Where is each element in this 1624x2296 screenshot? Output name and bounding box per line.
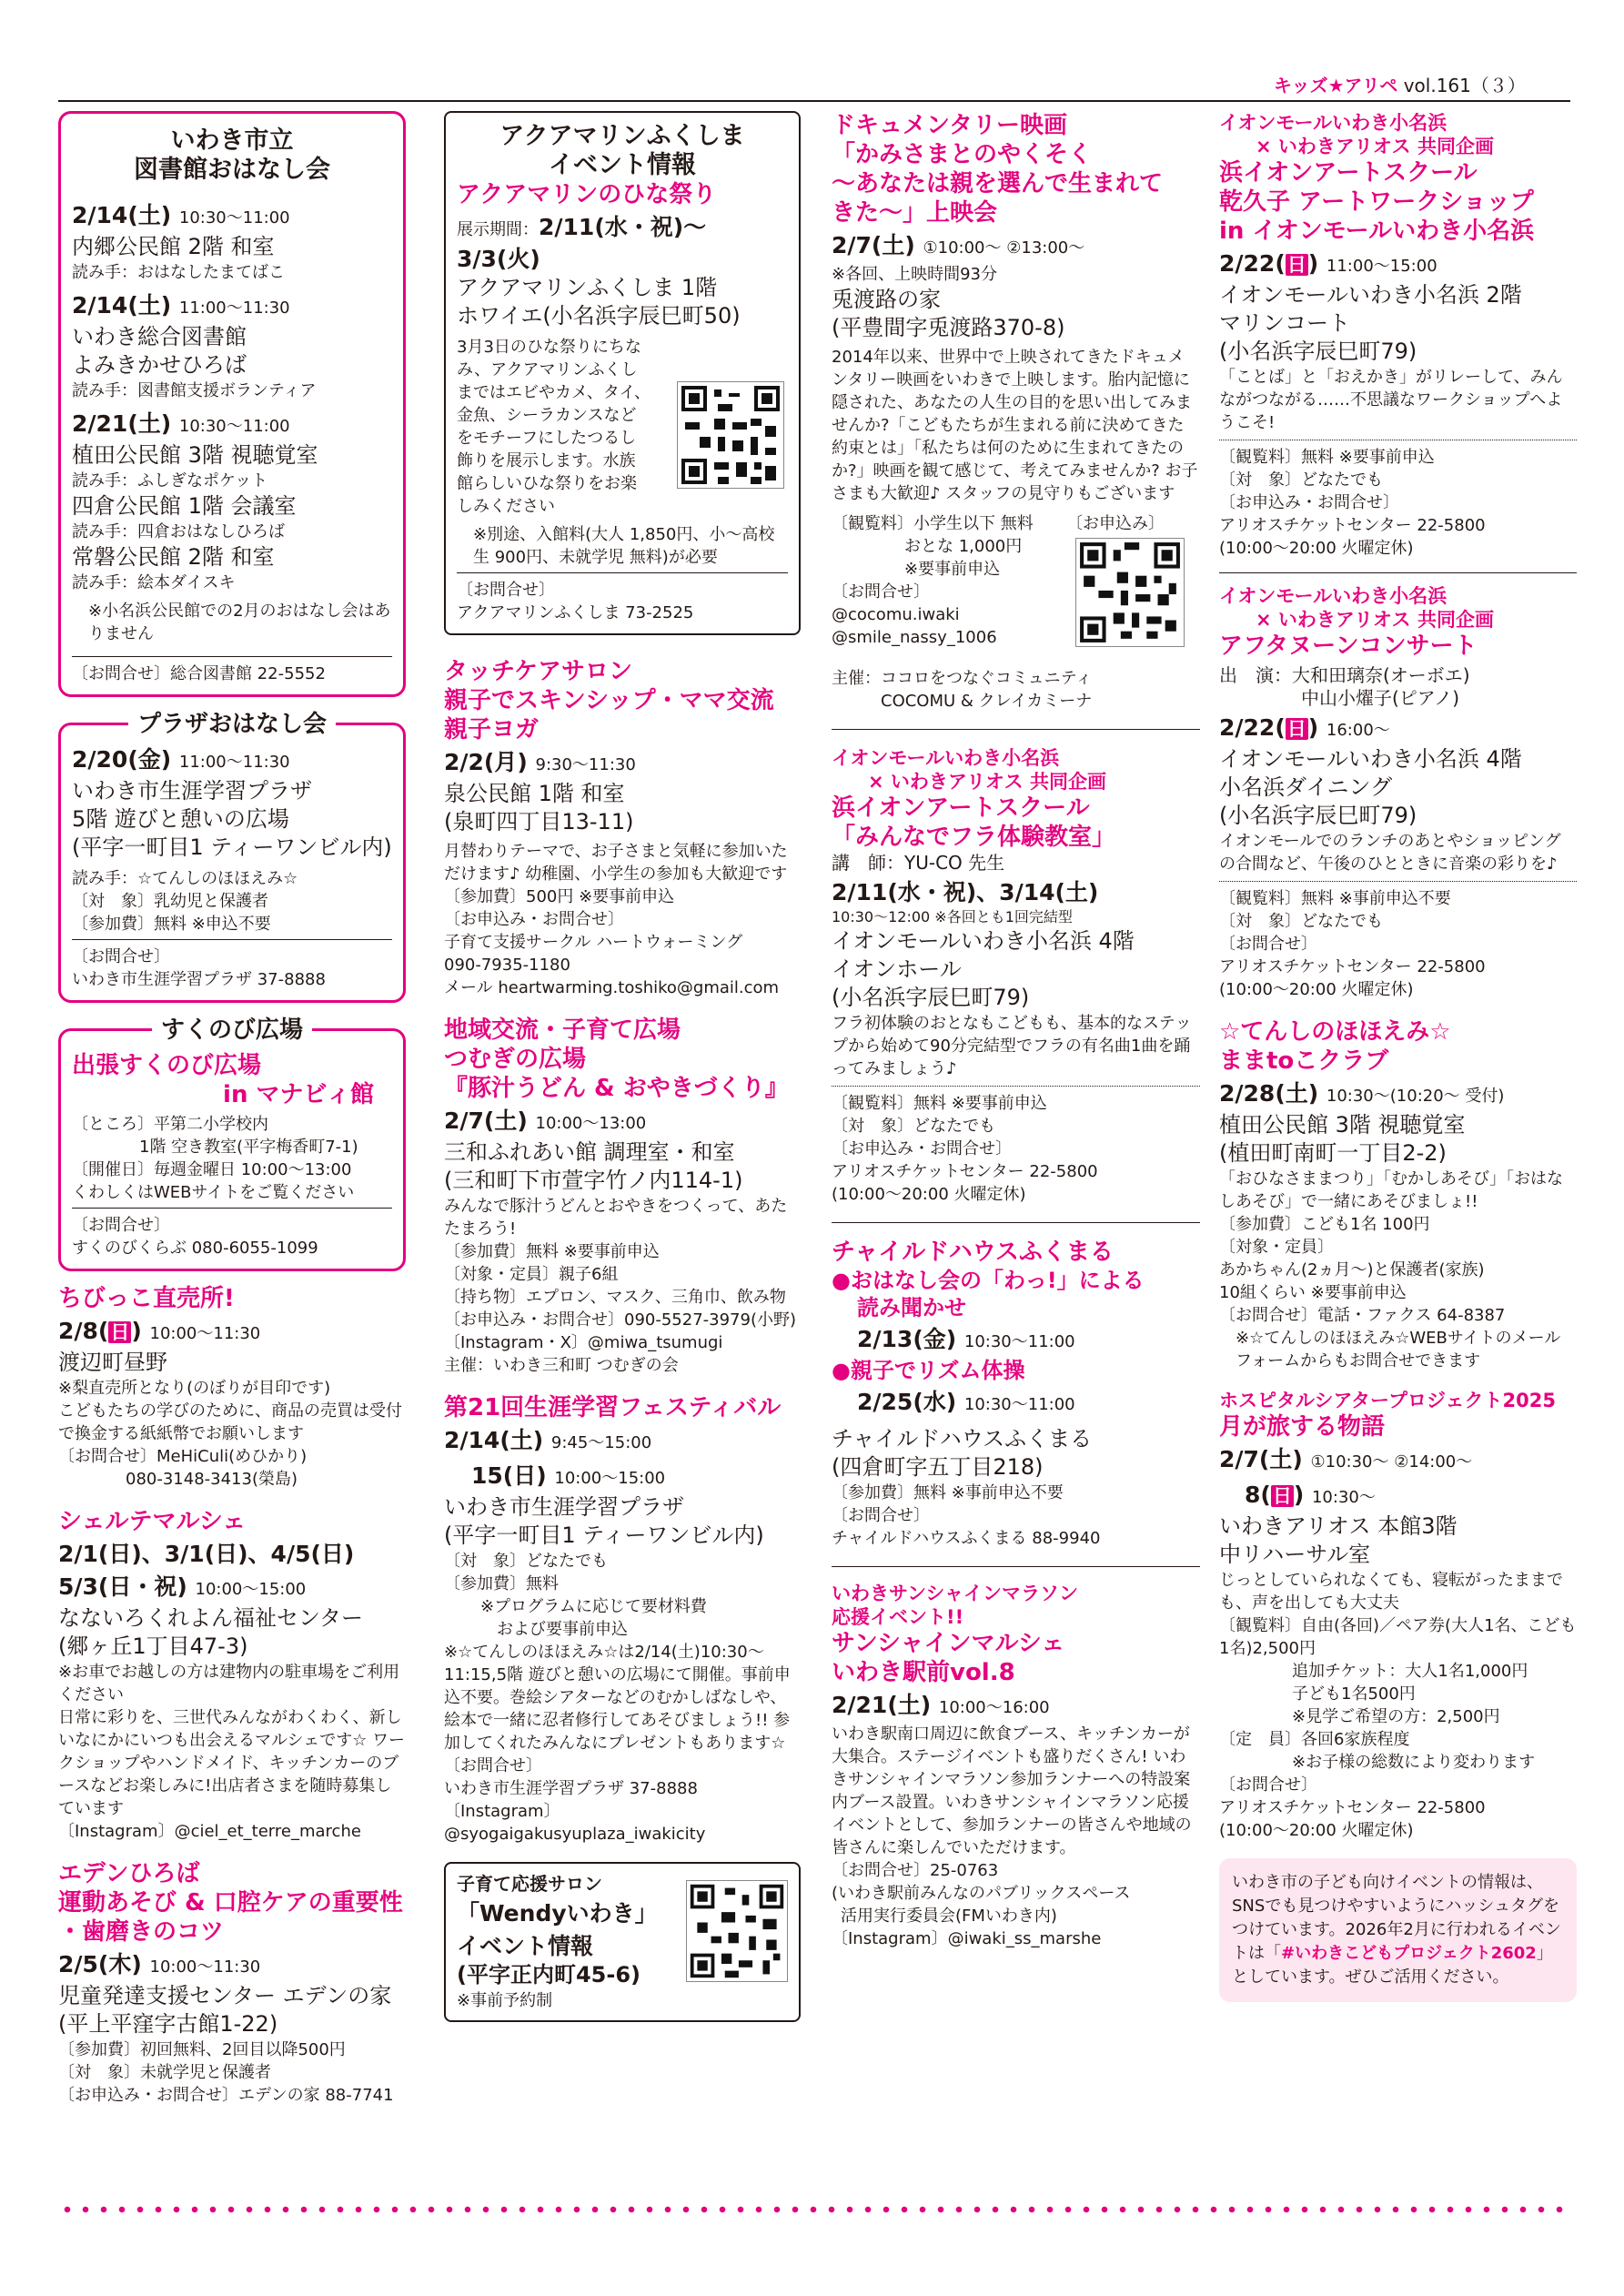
event-time: ①10:30～ ②14:00～	[1310, 1452, 1473, 1472]
event-time: 11:00～11:30	[178, 753, 290, 772]
sunshine-kicker: 応援イベント!!	[832, 1606, 964, 1628]
event-time: 10:00～11:30	[149, 1957, 261, 1977]
column-4	[1219, 111, 1577, 2002]
event-date: 2/11(水・祝)、3/14(土)	[832, 879, 1099, 905]
footer-dotted-border	[58, 2206, 1570, 2213]
tsumugi-title: 『豚汁うどん & おやきづくり』	[444, 1075, 789, 1102]
capacity-note: ※お子様の総数により変わります	[1292, 1753, 1536, 1772]
contact: 〔お問合せ〕25-0763	[832, 1861, 999, 1880]
contact: (10:00～20:00 火曜定休)	[1219, 1821, 1414, 1840]
teacher: 講 師：YU-CO 先生	[832, 852, 1005, 874]
divider	[832, 1222, 1200, 1223]
event-date: 15(日)	[471, 1462, 547, 1489]
event-time: 10:30～11:00	[178, 208, 290, 228]
event-place: (平字一町目1 ティーワンビル内)	[444, 1522, 764, 1548]
event-time: 10:30～11:00	[963, 1395, 1075, 1414]
target-label: 〔対象・定員〕	[1219, 1238, 1334, 1257]
hula-title: 浜イオンアートスクール	[832, 794, 1090, 822]
touch-title: 親子ヨガ	[444, 716, 540, 743]
qr-code-icon[interactable]	[686, 1880, 788, 1982]
tenshi-title: ままtoこクラブ	[1219, 1047, 1389, 1075]
event-date: 2/22	[1219, 250, 1276, 277]
period-label: 展示期間：	[457, 220, 539, 239]
workshop-title: 乾久子 アートワークショップ	[1219, 188, 1534, 216]
contact: いわき市生涯学習プラザ 37-8888	[444, 1779, 698, 1798]
moon-kicker: ホスピタルシアタープロジェクト2025	[1219, 1390, 1556, 1411]
event-place: マリンコート	[1219, 310, 1350, 336]
event-place: 渡辺町昼野	[58, 1350, 167, 1375]
event-time: 10:00～13:00	[535, 1114, 647, 1133]
target: 〔対 象〕乳幼児と保護者	[72, 892, 268, 911]
concert-kicker: × いわきアリオス 共同企画	[1256, 609, 1494, 631]
hula-section	[832, 746, 1200, 1206]
target: 〔対 象〕どなたでも	[832, 1117, 995, 1136]
event-time: 10:30～(10:20～ 受付)	[1326, 1087, 1505, 1106]
note-text: いわき市の子ども向けイベントの情報は、SNSでも見つけやすいようにハッシュタグをつけています。	[1232, 1873, 1559, 1939]
aquamarine-box	[444, 111, 801, 635]
shell-title: シェルテマルシェ	[58, 1508, 247, 1535]
contact: いわき市生涯学習プラザ 37-8888	[72, 970, 326, 989]
instagram-label: 〔Instagram〕	[444, 1802, 560, 1821]
sunday-badge: 日	[110, 1321, 130, 1343]
body-text: こどもたちの学びのために、商品の売買は受付で換金する紙紙幣でお願いします	[58, 1401, 402, 1443]
instagram: 〔Instagram〕@ciel_et_terre_marche	[58, 1822, 361, 1841]
divider	[832, 1086, 1200, 1087]
contact: 〔お申込み・お問合せ〕エデンの家 88-7741	[58, 2086, 394, 2105]
event-date: 2/25(水)	[857, 1389, 957, 1415]
event-place: 泉公民館 1階 和室	[444, 781, 625, 806]
page-header	[1274, 71, 1574, 98]
reader: 読み手：ふしぎなポケット	[72, 471, 268, 491]
event-place: (三和町下市萱字竹ノ内114-1)	[444, 1168, 743, 1193]
event-place: 5階 遊びと憩いの広場	[72, 806, 289, 832]
eden-title: ・歯磨きのコツ	[58, 1918, 225, 1946]
sunshine-kicker: いわきサンシャインマラソン	[832, 1583, 1079, 1604]
event-date: 5/3(日・祝)	[58, 1573, 187, 1600]
column-1	[58, 111, 406, 2123]
doc-title: ドキュメンタリー映画	[832, 112, 1067, 139]
contact: アリオスチケットセンター 22-5800	[832, 1162, 1098, 1181]
event-time: 11:00～11:30	[178, 298, 290, 318]
contact: 090-7935-1180	[444, 956, 570, 975]
contact: 〔お問合せ〕総合図書館 22-5552	[72, 664, 326, 683]
fee-note: ※見学ご希望の方：2,500円	[1292, 1707, 1500, 1726]
reader: 読み手：☆てんしのほほえみ☆	[72, 869, 298, 888]
library-storytime-box	[58, 111, 406, 697]
event-time: 10:30～	[1311, 1488, 1376, 1507]
contact: (10:00～20:00 火曜定休)	[832, 1185, 1026, 1204]
event-place: 植田公民館 3階 視聴覚室	[72, 442, 318, 468]
body-text: 3月3日のひな祭りにちなみ、アクアマリンふくしまではエビやカメ、タイ、金魚、シーラカンスなどをモチーフにしたつるし飾りを展示します。水族館らしいひな祭りをお楽しみください	[457, 338, 651, 516]
sukunobi-subtitle: in マナビィ館	[223, 1081, 374, 1108]
target: あかちゃん(2ヵ月～)と保護者(家族)	[1219, 1260, 1485, 1279]
instagram: 〔Instagram・X〕@miwa_tsumugi	[444, 1333, 723, 1352]
contact-label: 〔お問合せ〕	[72, 947, 170, 966]
event-time: 9:45～15:00	[550, 1433, 652, 1452]
body-text: フラ初体験のおとなもこどもも、基本的なステップから始めて90分完結型でフラの有名曲1曲を踊ってみましょう♪	[832, 1014, 1192, 1078]
sunday-badge: 日	[1286, 718, 1306, 740]
body-text: 日常に彩りを、三世代みんながわくわく、新しいなにかにいつも出会えるマルシェです☆ ワークショップやハンドメイド、キッチンカーのブースなどお楽しみに!出店者さまを随時募集しています	[58, 1708, 406, 1818]
fee-note: ※要事前申込	[904, 560, 1001, 579]
event-place: 小名浜ダイニング	[1219, 774, 1393, 800]
moon-title: 月が旅する物語	[1219, 1413, 1386, 1441]
note-text: 2026年2月に行われるイベントは「	[1232, 1920, 1561, 1963]
concert-kicker: イオンモールいわき小名浜	[1219, 585, 1447, 607]
sunday-badge: 日	[1286, 254, 1306, 276]
event-place: (平字一町目1 ティーワンビル内)	[72, 834, 392, 860]
event-date: 2/13(金)	[857, 1326, 957, 1352]
sukunobi-subtitle: 出張すくのび広場	[72, 1052, 262, 1079]
event-place: 中リハーサル室	[1219, 1542, 1371, 1567]
note: ※☆てんしのほほえみ☆WEBサイトのメールフォームからもお問合せできます	[1236, 1329, 1561, 1371]
contact: 〔お申込み・お問合せ〕090-5527-3979(小野)	[444, 1310, 797, 1330]
workshop-title: in イオンモールいわき小名浜	[1219, 217, 1535, 245]
hula-kicker: イオンモールいわき小名浜	[832, 747, 1060, 769]
event-place: イオンホール	[832, 956, 962, 982]
note: ※小名浜公民館での2月のおはなし会はありません	[88, 602, 391, 643]
tenshi-title: ☆てんしのほほえみ☆	[1219, 1018, 1451, 1046]
event-date: 2/7(土)	[832, 232, 915, 258]
fee: 〔参加費〕初回無料、2回目以降500円	[58, 2040, 346, 2059]
host: 主催：ココロをつなぐコミュニティ	[832, 669, 1093, 688]
workshop-kicker: イオンモールいわき小名浜	[1219, 112, 1447, 134]
event-place: (小名浜字辰巳町79)	[832, 985, 1030, 1010]
event-date: 2/21(土)	[72, 410, 172, 437]
event-place: イオンモールいわき小名浜 4階	[1219, 746, 1522, 772]
reader: 読み手：おはなしたまてばこ	[72, 263, 285, 282]
contact: 〔お問合せ〕電話・ファクス 64-8387	[1219, 1306, 1506, 1325]
note-text: 」としています。ぜひご活用ください。	[1232, 1944, 1553, 1987]
host: COCOMU & クレイカミーナ	[881, 692, 1093, 711]
divider	[457, 572, 788, 573]
issue-number: vol.161（３）	[1403, 75, 1526, 96]
fee: 追加チケット：大人1名1,000円	[1292, 1662, 1528, 1681]
event-date: 2/7(土)	[1219, 1446, 1303, 1472]
contact-label: 〔お問合せ〕	[1219, 935, 1317, 954]
event-place: ホワイエ(小名浜字辰巳町50)	[457, 303, 741, 329]
wendy-box	[444, 1862, 801, 2022]
library-title-2: 図書館おはなし会	[134, 156, 330, 184]
body-text: ※☆てんしのほほえみ☆は2/14(土)10:30～11:15,5階 遊びと憩いの広場にて開催。事前申込不要。巻絵シアターなどのむかしばなしや、絵本で一緒に忍者修行してあそびましょう!! 参加してくれたみんなにプレゼントもあります☆	[444, 1643, 791, 1753]
contact-email[interactable]: メール heartwarming.toshiko@gmail.com	[444, 978, 780, 997]
event-date: 2/22	[1219, 714, 1276, 741]
note: ※お車でお越しの方は建物内の駐車場をご利用ください	[58, 1663, 400, 1704]
event-date: 2/5(木)	[58, 1951, 142, 1977]
tenshi-section	[1219, 1017, 1577, 1372]
column-2	[444, 111, 801, 2035]
event-date: 2/2(月)	[444, 749, 528, 775]
fee: 〔観覧料〕無料 ※要事前申込	[1219, 448, 1435, 467]
contact: 子育て支援サークル ハートウォーミング	[444, 933, 743, 952]
plaza-storytime-box	[58, 711, 406, 1003]
event-date: 2/14(土)	[72, 202, 172, 228]
event-place: イオンモールいわき小名浜 4階	[832, 928, 1135, 954]
body-text: じっとしていられなくても、寝転がったままでも、声を出しても大丈夫	[1219, 1571, 1563, 1613]
touchcare-section	[444, 657, 801, 999]
sunday-badge: 日	[1272, 1485, 1292, 1507]
event-heading: 読み聞かせ	[857, 1295, 966, 1320]
contact-label: 〔お問合せ〕	[832, 1506, 930, 1525]
note: ※別途、入館料(大人 1,850円、小～高校生 900円、未就学児 無料)が必要	[473, 525, 775, 567]
event-date: 2/21(土)	[832, 1692, 932, 1718]
target: 〔対 象〕未就学児と保護者	[58, 2063, 271, 2082]
reader: 読み手：四倉おはなしひろば	[72, 522, 285, 541]
body-text: いわき駅南口周辺に飲食ブース、キッチンカーが大集合。ステージイベントも盛りだくさん! いわきサンシャインマラソン参加ランナーへの特設案内ブース設置。いわきサンシャインマラソン応援イベントとして、参加ランナーの皆さんや地域の皆さんに楽しんでいただけます。	[832, 1725, 1192, 1857]
plaza-title: プラザおはなし会	[128, 711, 336, 738]
contact-label: 〔お申込み・お問合せ〕	[444, 910, 624, 929]
target: 〔対 象〕どなたでも	[1219, 912, 1383, 931]
event-place: いわき総合図書館	[72, 324, 247, 349]
target: 〔対象・定員〕親子6組	[444, 1265, 619, 1284]
event-place: いわき市生涯学習プラザ	[444, 1494, 684, 1520]
event-heading: ●親子でリズム体操	[832, 1358, 1025, 1383]
tsumugi-title: つむぎの広場	[444, 1046, 587, 1073]
event-place: 四倉公民館 1階 会議室	[72, 493, 297, 519]
event-time: ①10:00～ ②13:00～	[923, 238, 1085, 258]
concert-title: アフタヌーンコンサート	[1219, 632, 1478, 660]
event-place: いわきアリオス 本館3階	[1219, 1513, 1458, 1539]
event-heading: ●おはなし会の「わっ!」による	[832, 1268, 1145, 1293]
contact-label: 〔お問合せ〕	[72, 1216, 170, 1235]
documentary-section	[832, 111, 1200, 713]
event-place: 植田公民館 3階 視聴覚室	[1219, 1112, 1466, 1138]
moon-section: ホスピタルシアタープロジェクト2025 月が旅する物語 2/7(土) ①10:30～ ②14:00～ 8(日) 10:30～ いわきアリオス 本館3階 中リハーサル室 じっとしていられなくても、寝転がったままでも、声を出しても大丈夫 〔観覧料〕自由(各回)／ペア券(大人1名、こども1名)2,500円 追加チケット：大人1名1,000円 子ども1名500円 ※見学ご希望の方：2,500円 〔定 員〕各回6家族程度 ※お子様の総数により変わります 〔お問合せ〕 アリオスチケットセンター 22-5800 (10:00～20:00 火曜定休)	[1219, 1390, 1577, 1840]
event-place: (小名浜字辰巳町79)	[1219, 803, 1417, 828]
tsumugi-section	[444, 1016, 801, 1377]
hula-kicker: × いわきアリオス 共同企画	[868, 771, 1106, 793]
performer: 中山小燿子(ピアノ)	[1301, 687, 1460, 709]
contact: アリオスチケットセンター 22-5800	[1219, 1798, 1486, 1817]
host: 主催：いわき三和町 つむぎの会	[444, 1356, 679, 1375]
library-title-1: いわき市立	[170, 126, 294, 155]
event-place: いわき市生涯学習プラザ	[72, 778, 312, 804]
body-text: みんなで豚汁うどんとおやきをつくって、あたたまろう!	[444, 1197, 788, 1239]
workshop-kicker: × いわきアリオス 共同企画	[1256, 136, 1494, 157]
header-divider	[58, 100, 1570, 102]
contact: (10:00～20:00 火曜定休)	[1219, 539, 1414, 558]
bring: 〔持ち物〕エプロン、マスク、三角巾、飲み物	[444, 1288, 786, 1307]
aqua-title-1: アクアマリンふくしま	[499, 122, 745, 150]
divider	[832, 1566, 1200, 1567]
festival-section	[444, 1393, 801, 1846]
note: ※プログラムに応じて要材料費	[480, 1597, 707, 1616]
instagram: @smile_nassy_1006	[832, 628, 997, 647]
contact: チャイルドハウスふくまる 88-9940	[832, 1529, 1101, 1548]
wendy-label: 子育て応援サロン	[457, 1873, 602, 1895]
contact: (いわき駅前みんなのパブリックスペース	[832, 1884, 1131, 1903]
contact-label: 〔お問合せ〕	[832, 582, 930, 602]
wendy-sub: イベント情報	[457, 1933, 594, 1959]
fee: 〔観覧料〕小学生以下 無料	[832, 514, 1034, 533]
event-place: (小名浜字辰巳町79)	[1219, 339, 1417, 364]
contact-label: 〔お問合せ〕	[1219, 1775, 1317, 1795]
where: 〔ところ〕平第二小学校内	[72, 1115, 268, 1134]
note: ※梨直売所となり(のぼりが目印です)	[58, 1379, 331, 1398]
event-time: 16:00～	[1326, 721, 1390, 740]
reader: 読み手：絵本ダイスキ	[72, 573, 236, 592]
event-date: 2/7(土)	[444, 1108, 528, 1134]
event-place: アクアマリンふくしま 1階	[457, 275, 718, 300]
event-time: 10:30～11:00	[963, 1332, 1075, 1351]
workshop-title: 浜イオンアートスクール	[1219, 159, 1478, 187]
event-place: 内郷公民館 2階 和室	[72, 234, 275, 259]
fee: 〔参加費〕無料	[444, 1574, 559, 1593]
event-place: (平豊間字兎渡路370-8)	[832, 315, 1065, 340]
contact: (10:00～20:00 火曜定休)	[1219, 980, 1414, 999]
event-time: 10:00～15:00	[195, 1580, 307, 1599]
fee: おとな 1,000円	[904, 537, 1023, 556]
target: 〔対 象〕どなたでも	[444, 1552, 608, 1571]
contact: アクアマリンふくしま 73-2525	[457, 603, 694, 622]
divider	[832, 729, 1200, 730]
where: 1階 空き教室(平字梅香町7-1)	[139, 1138, 358, 1157]
sukunobi-box	[58, 1017, 406, 1271]
aqua-title-2: イベント情報	[549, 151, 696, 179]
event-date: 2/14(土)	[444, 1427, 544, 1453]
body-text: 月替わりテーマで、お子さまと気軽に参加いただけます♪ 幼稚園、小学生の参加も大歓迎です	[444, 842, 788, 884]
doc-title: ～あなたは親を選んで生まれて	[832, 170, 1164, 197]
event-dates: 2/1(日)、3/1(日)、4/5(日)	[58, 1541, 355, 1567]
event-time: 10:30～12:00 ※各回とも1回完結型	[832, 908, 1073, 925]
fee: 〔参加費〕500円 ※要事前申込	[444, 887, 675, 906]
contact-label: 〔お問合せ〕	[457, 581, 555, 600]
event-time: 10:00～15:00	[554, 1469, 666, 1488]
brand-logo: キッズ★アリペ	[1274, 75, 1398, 96]
event-time: 11:00～15:00	[1326, 257, 1437, 276]
sunshine-section	[832, 1582, 1200, 1950]
chibikko-title: ちびっこ直売所!	[58, 1285, 235, 1312]
divider	[1219, 881, 1577, 882]
performer: 出 演：大和田璃奈(オーボエ)	[1219, 664, 1470, 686]
fee: 〔参加費〕無料 ※事前申込不要	[832, 1483, 1064, 1502]
period: 2/11(水・祝)～3/3(火)	[457, 214, 707, 272]
sukunobi-title: すくのび広場	[152, 1017, 312, 1044]
fee: 〔参加費〕こども1名 100円	[1219, 1215, 1430, 1234]
workshop-section: イオンモールいわき小名浜 × いわきアリオス 共同企画 浜イオンアートスクール 乾久子 アートワークショップ in イオンモールいわき小名浜 2/22(日) 11:00～15:00 イオンモールいわき小名浜 2階 マリンコート (小名浜字辰巳町79) 「ことば」と「おえかき」がリレーして、みんながつながる……不思議なワークショップへようこそ! 〔観覧料〕無料 ※要事前申込 〔対 象〕どなたでも 〔お申込み・お問合せ〕 アリオスチケットセンター 22-5800 (10:00～20:00 火曜定休)	[1219, 111, 1577, 560]
event-place: (四倉町字五丁目218)	[832, 1454, 1044, 1480]
note: および要事前申込	[497, 1620, 628, 1639]
reader: 読み手：図書館支援ボランティア	[72, 381, 317, 400]
contact-label: 〔お申込み・お問合せ〕	[832, 1139, 1012, 1158]
contact: すくのびくらぶ 080-6055-1099	[72, 1239, 318, 1258]
column-3	[832, 111, 1200, 1967]
divider	[72, 1208, 392, 1209]
body-text: 「ことば」と「おえかき」がリレーして、みんながつながる……不思議なワークショップへようこそ!	[1219, 368, 1563, 432]
note: ※各回、上映時間93分	[832, 265, 997, 284]
contact-label: 〔お問合せ〕	[444, 1756, 542, 1775]
shell-section	[58, 1507, 406, 1843]
festival-title: 第21回生涯学習フェスティバル	[444, 1394, 782, 1421]
apply-label: 〔お申込み〕	[1066, 514, 1165, 533]
touch-title: タッチケアサロン	[444, 658, 632, 685]
event-place: 兎渡路の家	[832, 287, 941, 312]
event-place: なないろくれよん福祉センター	[58, 1605, 364, 1631]
chibikko-section: ちびっこ直売所! 2/8(日) 10:00～11:30 渡辺町昼野 ※梨直売所となり(のぼりが目印です) こどもたちの学びのために、商品の売買は受付で換金する紙紙幣でお願いします 〔お問合せ〕MeHiCuli(めひかり) 080-3148-3413(榮島)	[58, 1284, 406, 1491]
event-date: 8	[1245, 1482, 1261, 1508]
wendy-note: ※事前予約制	[457, 1991, 553, 2010]
when: 〔開催日〕毎週金曜日 10:00～13:00	[72, 1160, 352, 1179]
wendy-name: 「Wendyいわき」	[457, 1900, 658, 1927]
fee: 〔観覧料〕自由(各回)／ペア券(大人1名、こども1名)2,500円	[1219, 1616, 1577, 1658]
qr-code-icon[interactable]	[677, 381, 784, 489]
instagram: @syogaigakusyuplaza_iwakicity	[444, 1825, 706, 1844]
qr-code-icon[interactable]	[1075, 538, 1185, 647]
event-place: イオンモールいわき小名浜 2階	[1219, 282, 1522, 308]
event-date: 2/28(土)	[1219, 1080, 1319, 1107]
contact-label: 〔お申込み・お問合せ〕	[1219, 493, 1399, 512]
body-text: イオンモールでのランチのあとやショッピングの合間など、午後のひとときに音楽の彩りを♪	[1219, 832, 1561, 874]
aqua-subtitle: アクアマリンのひな祭り	[457, 181, 717, 208]
fee: 〔観覧料〕無料 ※事前申込不要	[1219, 889, 1451, 908]
event-place: (郷ヶ丘1丁目47-3)	[58, 1633, 248, 1659]
event-place: 三和ふれあい館 調理室・和室	[444, 1139, 735, 1165]
contact: アリオスチケットセンター 22-5800	[1219, 957, 1486, 976]
event-time: 10:00～11:30	[149, 1324, 261, 1343]
event-place: よみきかせひろば	[72, 352, 247, 378]
hashtag-note-box	[1219, 1858, 1577, 2002]
touch-title: 親子でスキンシップ・ママ交流	[444, 687, 774, 714]
doc-title: 「かみさまとのやくそく	[832, 141, 1093, 168]
concert-section: イオンモールいわき小名浜 × いわきアリオス 共同企画 アフタヌーンコンサート 出 演：大和田璃奈(オーボエ) 中山小燿子(ピアノ) 2/22(日) 16:00～ イオンモールいわき小名浜 4階 小名浜ダイニング (小名浜字辰巳町79) イオンモールでのランチのあとやショッピングの合間など、午後のひとときに音楽の彩りを♪ 〔観覧料〕無料 ※事前申込不要 〔対 象〕どなたでも 〔お問合せ〕 アリオスチケットセンター 22-5800 (10:00～20:00 火曜定休)	[1219, 584, 1577, 1001]
event-time: 10:00～16:00	[938, 1698, 1050, 1717]
fee: 子ども1名500円	[1292, 1684, 1416, 1704]
divider	[72, 939, 392, 940]
tsumugi-title: 地域交流・子育て広場	[444, 1017, 681, 1044]
body-text: 2014年以来、世界中で上映されてきたドキュメンタリー映画をいわきで上映します。胎内記憶に隠された、あなたの人生の目的を思い出してみませんか?「こどもたちが生まれる前に決めてきた約束とは」「私たちは何のために生まれてきたのか?」映画を観て感じて、考えてみませんか? お子さまも大歓迎♪ スタッフの見守りもございます	[832, 348, 1198, 503]
contact: アリオスチケットセンター 22-5800	[1219, 516, 1486, 535]
target: 10組くらい ※要事前申込	[1219, 1283, 1407, 1302]
event-date: 2/14(土)	[72, 292, 172, 319]
divider	[1219, 572, 1577, 573]
contact: 〔お問合せ〕MeHiCuli(めひかり)	[58, 1447, 308, 1466]
instagram: 〔Instagram〕@iwaki_ss_marshe	[832, 1929, 1102, 1948]
childhouse-section	[832, 1238, 1200, 1550]
fee: 〔観覧料〕無料 ※要事前申込	[832, 1094, 1047, 1113]
contact: 活用実行委員会(FMいわき内)	[841, 1907, 1057, 1926]
sunshine-title: サンシャインマルシェ	[832, 1630, 1065, 1657]
event-date: 2/8	[58, 1318, 98, 1344]
event-place: (植田町南町一丁目2-2)	[1219, 1140, 1447, 1166]
event-time: 9:30～11:30	[535, 755, 636, 774]
eden-title: 運動あそび & 口腔ケアの重要性	[58, 1889, 403, 1917]
event-place: 常磐公民館 2階 和室	[72, 544, 275, 570]
event-place: (泉町四丁目13-11)	[444, 809, 634, 834]
capacity: 〔定 員〕各回6家族程度	[1219, 1730, 1410, 1749]
event-place: チャイルドハウスふくまる	[832, 1426, 1093, 1451]
event-place: 児童発達支援センター エデンの家	[58, 1983, 392, 2008]
fee: 〔参加費〕無料 ※要事前申込	[444, 1242, 660, 1261]
instagram: @cocomu.iwaki	[832, 605, 960, 624]
eden-title: エデンひろば	[58, 1860, 200, 1887]
event-date: 2/20(金)	[72, 746, 172, 773]
childhouse-title: チャイルドハウスふくまる	[832, 1239, 1114, 1266]
sunshine-title: いわき駅前vol.8	[832, 1659, 1015, 1686]
target: 〔対 象〕どなたでも	[1219, 470, 1383, 490]
fee: 〔参加費〕無料 ※申込不要	[72, 915, 271, 934]
event-place: (平上平窪字古館1-22)	[58, 2011, 278, 2037]
event-time: 10:30～11:00	[178, 417, 290, 436]
doc-title: きた～」上映会	[832, 199, 998, 227]
eden-section	[58, 1859, 406, 2107]
divider	[72, 656, 392, 657]
body-text: 「おひなさままつり」「むかしあそび」「おはなしあそび」で一緒にあそびましょ!!	[1219, 1169, 1563, 1211]
contact: 080-3148-3413(榮島)	[126, 1470, 298, 1489]
wendy-place: (平字正内町45-6)	[457, 1962, 641, 1988]
web-note: くわしくはWEBサイトをご覧ください	[72, 1183, 355, 1202]
hashtag[interactable]: #いわきこどもプロジェクト2602	[1281, 1944, 1537, 1963]
hula-title: 「みんなでフラ体験教室」	[832, 824, 1116, 851]
